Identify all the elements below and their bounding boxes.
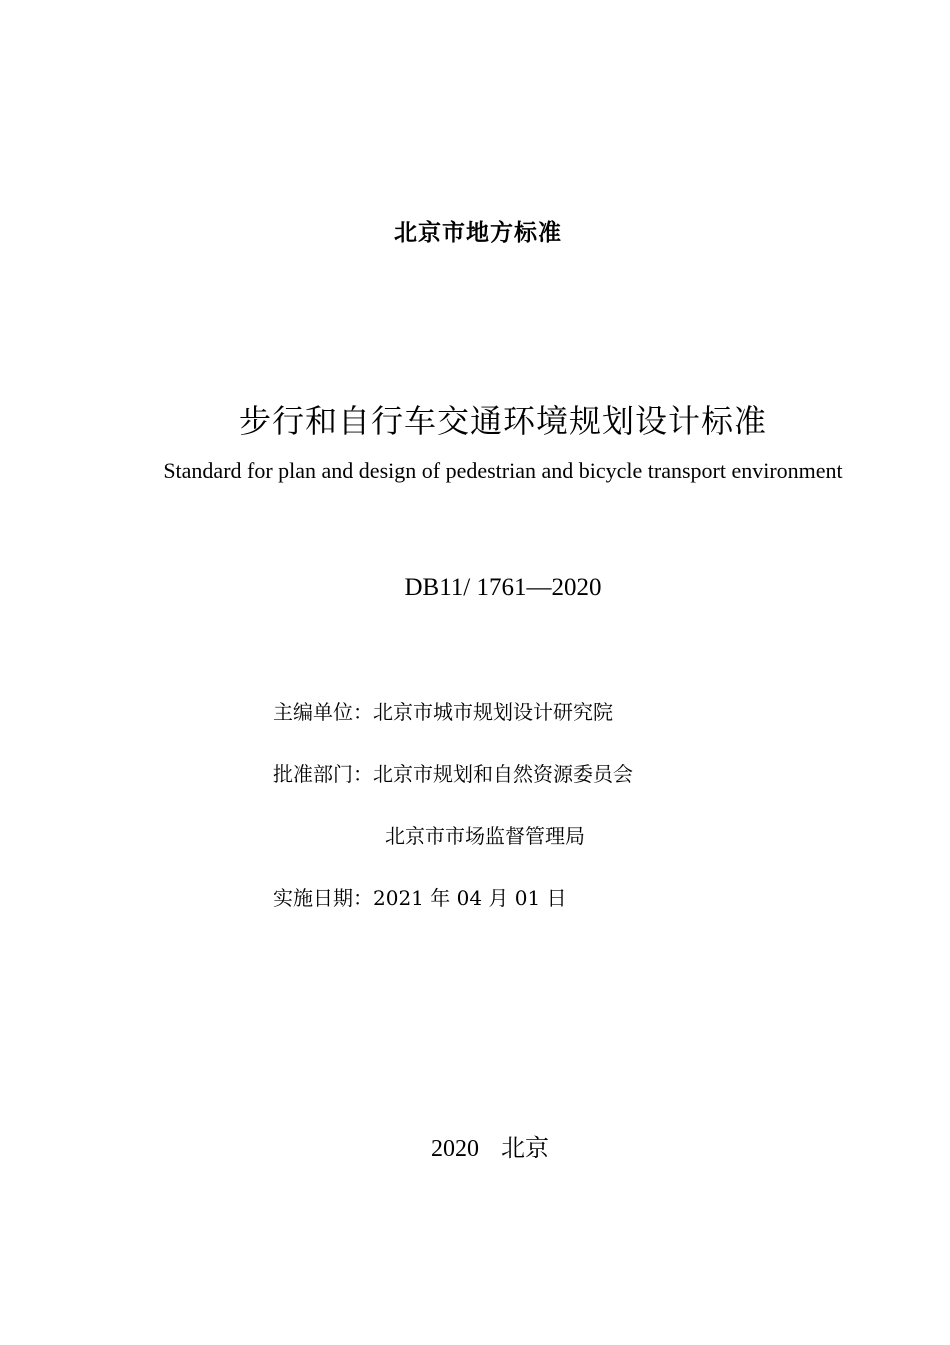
title-english: Standard for plan and design of pedestrian and bicycle transport environment [163,458,843,483]
approval-value-primary: 北京市规划和自然资源委员会 [373,762,633,786]
approval-row-secondary [385,821,585,851]
footer-city: 北京 [501,1134,549,1162]
title-chinese: 步行和自行车交通环境规划设计标准 [238,402,767,440]
standard-type: 北京市地方标准 [394,220,562,246]
footer-year: 2020 [431,1136,479,1162]
editor-value: 北京市城市规划设计研究院 [373,700,613,724]
footer [0,1131,950,1166]
date-label: 实施日期： [273,886,373,910]
standard-code: DB11/ 1761—2020 [404,574,602,601]
approval-row [273,759,633,789]
approval-value-secondary: 北京市市场监督管理局 [385,824,585,848]
editor-row [273,697,613,727]
date-row [273,883,567,913]
approval-label: 批准部门： [273,762,373,786]
editor-label: 主编单位： [273,700,373,724]
date-value: 2021 年 04 月 01 日 [373,886,567,910]
